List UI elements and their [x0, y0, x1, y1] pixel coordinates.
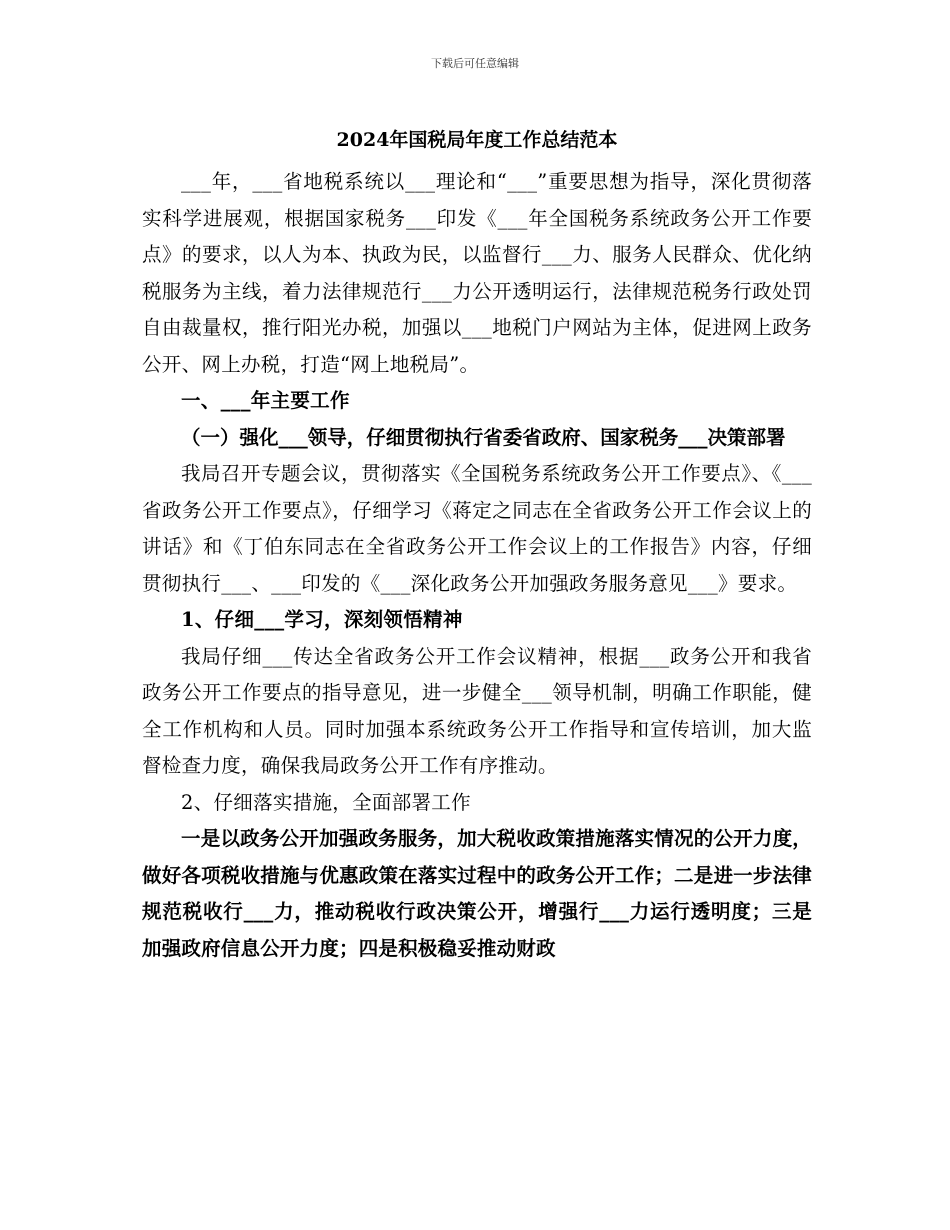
document-title: 2024年国税局年度工作总结范本: [336, 129, 618, 151]
header-note: 下载后可任意编辑: [431, 57, 519, 70]
item-heading-2: 2、仔细落实措施，全面部署工作: [181, 790, 471, 814]
body-paragraph-1: 我局召开专题会议，贯彻落实《全国税务系统政务公开工作要点》、《___省政务公开工作要点》，仔细学习《蒋定之同志在全省政务公开工作会议上的讲话》和《丁伯东同志在全省政务公开工作会议上的工作报告》内容，仔细贯彻执行___、___印发的《___深化政务公开加强政务服务意见___》要求。: [142, 462, 812, 595]
intro-paragraph: ___年，___省地税系统以___理论和“___”重要思想为指导，深化贯彻落实科学进展观，根据国家税务___印发《___年全国税务系统政务公开工作要点》的要求，以人为本、执政为民，以监督行___力、服务人民群众、优化纳税服务为主线，着力法律规范行___力公开透明运行，法律规范税务行政处罚自由裁量权，推行阳光办税，加强以___地税门户网站为主体，促进网上政务公开、网上办税，打造“网上地税局”。: [142, 170, 812, 376]
section-heading-1: 一、___年主要工作: [181, 389, 350, 412]
subsection-heading-1: （一）强化___领导，仔细贯彻执行省委省政府、国家税务___决策部署: [181, 425, 786, 449]
body-paragraph-3: 一是以政务公开加强政务服务，加大税收政策措施落实情况的公开力度，做好各项税收措施与优惠政策在落实过程中的政务公开工作；二是进一步法律规范税收行___力，推动税收行政决策公开，增强行___力运行透明度；三是加强政府信息公开力度；四是积极稳妥推动财政: [142, 827, 812, 960]
document-body: [142, 128, 812, 967]
body-paragraph-2: 我局仔细___传达全省政务公开工作会议精神，根据___政务公开和我省政务公开工作要点的指导意见，进一步健全___领导机制，明确工作职能，健全工作机构和人员。同时加强本系统政务公开工作指导和宣传培训，加大监督检查力度，确保我局政务公开工作有序推动。: [142, 644, 812, 777]
item-heading-1: 1、仔细___学习，深刻领悟精神: [181, 608, 463, 631]
